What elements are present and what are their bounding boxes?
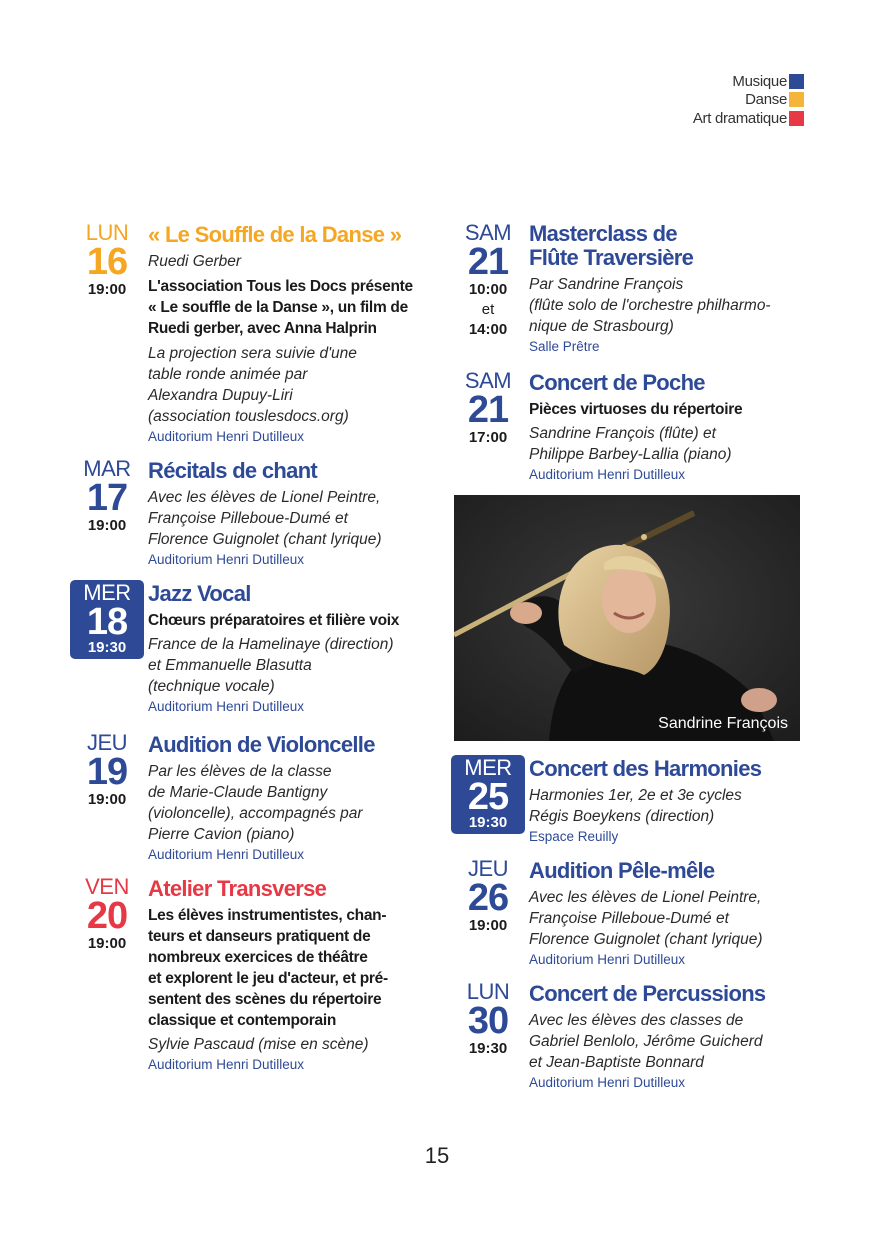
event-venue: Salle Prêtre [529, 339, 600, 354]
event-venue: Auditorium Henri Dutilleux [529, 952, 686, 967]
photo-sandrine-francois [454, 495, 800, 741]
event-title: Concert de Percussions [529, 981, 766, 1006]
event-time: 19:00 [468, 917, 508, 934]
description-line: Les élèves instrumentistes, chan- [148, 907, 387, 924]
day-number: 18 [86, 601, 128, 643]
description-line: Chœurs préparatoires et filière voix [148, 612, 400, 629]
event-details [148, 581, 425, 717]
day-of-week: MER [83, 580, 131, 605]
day-of-week: SAM [464, 220, 512, 245]
note-line: Avec les élèves de Lionel Peintre, [148, 489, 381, 506]
event-title: Jazz Vocal [148, 581, 251, 606]
day-of-week: JEU [86, 730, 128, 755]
day-number: 19 [86, 751, 128, 793]
event-venue: Auditorium Henri Dutilleux [148, 847, 305, 862]
event-date [70, 732, 144, 810]
description-line: Pièces virtuoses du répertoire [529, 401, 743, 418]
event-venue: Auditorium Henri Dutilleux [529, 467, 686, 482]
day-number: 30 [467, 1000, 509, 1042]
note-line: Avec les élèves de Lionel Peintre, [529, 889, 762, 906]
day-of-week: JEU [467, 856, 509, 881]
note-line: table ronde animée par [148, 366, 308, 383]
event-title: Atelier Transverse [148, 876, 327, 901]
event-description [148, 276, 425, 339]
note-line: Régis Boeykens (direction) [529, 808, 715, 825]
event-details [529, 222, 803, 357]
photo-caption: Sandrine François [658, 715, 788, 732]
right-column [451, 222, 803, 495]
event-souffle-de-la-danse [70, 222, 425, 458]
event-time-2: 14:00 [468, 321, 508, 338]
note-line: Françoise Pilleboue-Dumé et [148, 510, 348, 527]
event-time: 19:00 [87, 791, 127, 808]
day-number: 16 [86, 241, 128, 283]
note-line: (violoncelle), accompagnés par [148, 805, 363, 822]
event-concert-de-poche [451, 370, 803, 495]
page-number: 15 [424, 1143, 450, 1168]
legend-item-danse [693, 91, 804, 110]
event-atelier-transverse [70, 876, 425, 1076]
note-line: nique de Strasbourg) [529, 318, 674, 335]
note-line: Par Sandrine François [529, 276, 684, 293]
event-title [529, 222, 803, 270]
note-line: et Jean-Baptiste Bonnard [529, 1054, 704, 1071]
note-line: Françoise Pilleboue-Dumé et [529, 910, 729, 927]
event-venue: Auditorium Henri Dutilleux [148, 552, 305, 567]
note-line: (flûte solo de l'orchestre philharmo- [529, 297, 771, 314]
event-recitals-de-chant [70, 458, 425, 581]
event-time-join: et [481, 301, 495, 318]
legend-item-art-dramatique [693, 109, 804, 128]
description-line: teurs et danseurs pratiquent de [148, 928, 371, 945]
note-line: Alexandra Dupuy-Liri [148, 387, 293, 404]
legend-label: Musique [732, 72, 787, 90]
left-column [70, 222, 425, 1076]
event-date [451, 755, 525, 834]
note-line: Gabriel Benlolo, Jérôme Guicherd [529, 1033, 763, 1050]
event-masterclass-flute [451, 222, 803, 370]
event-details [148, 222, 425, 447]
day-number: 20 [86, 895, 128, 937]
event-time: 19:30 [87, 639, 127, 656]
note-line: Sandrine François (flûte) et [529, 425, 716, 442]
note-line: Florence Guignolet (chant lyrique) [529, 931, 763, 948]
note-line: La projection sera suivie d'une [148, 345, 357, 362]
event-details [148, 876, 425, 1075]
description-line: et explorent le jeu d'acteur, et pré- [148, 970, 388, 987]
description-line: sentent des scènes du répertoire [148, 991, 382, 1008]
day-of-week: MER [464, 755, 512, 780]
event-audition-violoncelle [70, 732, 425, 876]
day-number: 26 [467, 877, 509, 919]
event-time: 19:00 [87, 517, 127, 534]
event-time: 10:00 [468, 281, 508, 298]
event-time: 19:00 [87, 281, 127, 298]
event-title: Récitals de chant [148, 458, 318, 483]
title-line: Masterclass de [529, 221, 677, 246]
note-line: de Marie-Claude Bantigny [148, 784, 328, 801]
note-line: France de la Hamelinaye (direction) [148, 636, 394, 653]
event-title: Audition Pêle-mêle [529, 858, 715, 883]
day-of-week: VEN [85, 874, 129, 899]
event-venue: Auditorium Henri Dutilleux [148, 1057, 305, 1072]
note-line: Pierre Cavion (piano) [148, 826, 295, 843]
event-date [70, 222, 144, 300]
legend-swatch [789, 92, 804, 107]
description-line: nombreux exercices de théâtre [148, 949, 368, 966]
day-number: 25 [467, 776, 509, 818]
event-date [451, 981, 525, 1059]
description-line: classique et contemporain [148, 1012, 337, 1029]
event-time: 19:00 [87, 935, 127, 952]
day-of-week: SAM [464, 368, 512, 393]
event-title: « Le Souffle de la Danse » [148, 222, 402, 247]
event-time: 17:00 [468, 429, 508, 446]
day-number: 17 [86, 477, 128, 519]
event-title: Concert des Harmonies [529, 756, 762, 781]
event-date [451, 222, 525, 340]
note-line: Sylvie Pascaud (mise en scène) [148, 1036, 369, 1053]
right-column-lower [451, 756, 803, 1106]
day-of-week: LUN [466, 979, 510, 1004]
title-line: Flûte Traversière [529, 245, 694, 270]
note-line: et Emmanuelle Blasutta [148, 657, 312, 674]
event-title: Audition de Violoncelle [148, 732, 375, 757]
description-line: « Le souffle de la Danse », un film de [148, 299, 408, 316]
note-line: Harmonies 1er, 2e et 3e cycles [529, 787, 742, 804]
event-time: 19:30 [468, 814, 508, 831]
event-description [148, 905, 425, 1031]
note-line: Philippe Barbey-Lallia (piano) [529, 446, 732, 463]
legend-swatch [789, 74, 804, 89]
day-of-week: LUN [85, 220, 129, 245]
event-venue: Espace Reuilly [529, 829, 619, 844]
event-date [70, 458, 144, 536]
event-details [529, 981, 803, 1093]
event-venue: Auditorium Henri Dutilleux [148, 699, 305, 714]
description-line: L'association Tous les Docs présente [148, 278, 413, 295]
event-concert-des-harmonies [451, 756, 803, 858]
event-date [451, 370, 525, 448]
event-details [529, 756, 803, 847]
note-line: Florence Guignolet (chant lyrique) [148, 531, 382, 548]
event-venue: Auditorium Henri Dutilleux [148, 429, 305, 444]
description-line: Ruedi gerber, avec Anna Halprin [148, 320, 377, 337]
legend-label: Danse [745, 91, 787, 109]
event-date [451, 858, 525, 936]
event-audition-pele-mele [451, 858, 803, 981]
day-of-week: MAR [83, 456, 131, 481]
note-line: Par les élèves de la classe [148, 763, 332, 780]
day-number: 21 [467, 241, 509, 283]
event-details [148, 732, 425, 865]
event-time: 19:30 [468, 1040, 508, 1057]
event-date [70, 580, 144, 659]
event-jazz-vocal [70, 581, 425, 732]
event-concert-percussions [451, 981, 803, 1106]
event-title: Concert de Poche [529, 370, 705, 395]
event-subtitle: Ruedi Gerber [148, 253, 242, 270]
day-number: 21 [467, 389, 509, 431]
legend-label: Art dramatique [692, 109, 787, 127]
event-details [148, 458, 425, 570]
note-line: (association touslesdocs.org) [148, 408, 349, 425]
note-line: (technique vocale) [148, 678, 275, 695]
category-legend [693, 72, 804, 128]
flutist-illustration [454, 495, 800, 741]
event-date [70, 876, 144, 954]
event-details [529, 858, 803, 970]
note-line: Avec les élèves des classes de [529, 1012, 744, 1029]
event-details [529, 370, 803, 485]
legend-swatch [789, 111, 804, 126]
event-note [148, 343, 425, 427]
event-venue: Auditorium Henri Dutilleux [529, 1075, 686, 1090]
legend-item-musique [693, 72, 804, 91]
